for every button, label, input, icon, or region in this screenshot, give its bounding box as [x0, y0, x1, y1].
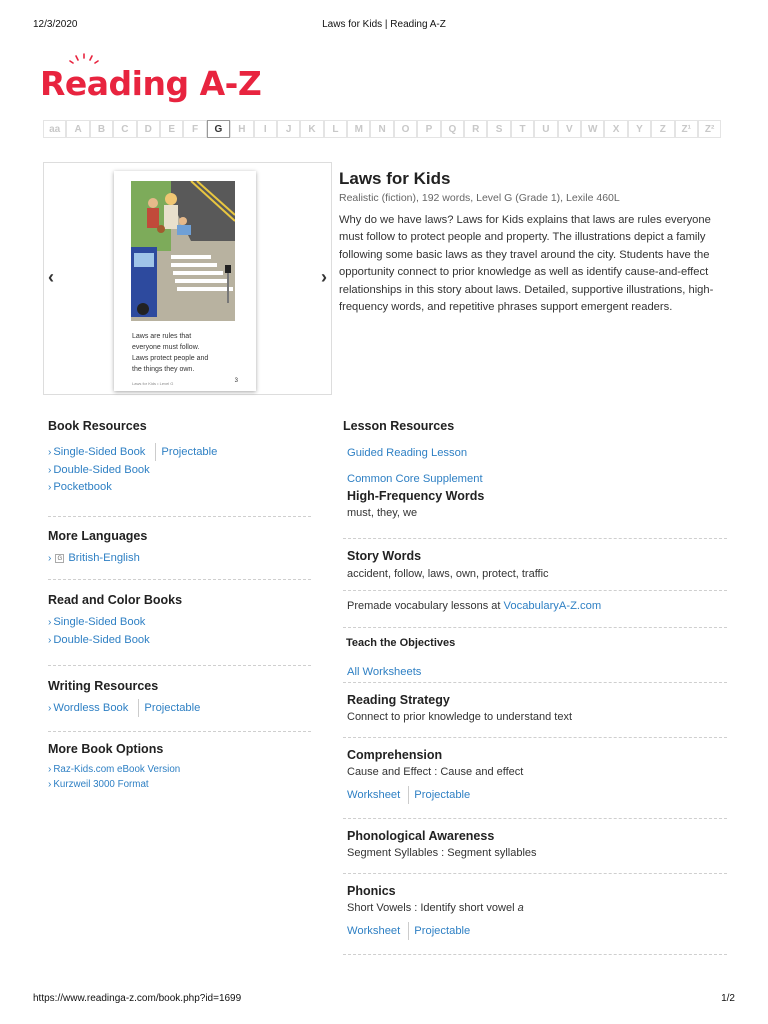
phonics-worksheet-link[interactable]: Worksheet [347, 925, 401, 937]
level-button-z[interactable]: Z [651, 120, 674, 138]
level-button-t[interactable]: T [511, 120, 534, 138]
phonics-projectable-link[interactable]: Projectable [414, 925, 471, 937]
page-text-line: the things they own. [132, 366, 195, 373]
phonics-text-main: Short Vowels : Identify short vowel [347, 902, 518, 914]
story-words-text: accident, follow, laws, own, protect, traffic [347, 568, 549, 580]
level-button-n[interactable]: N [370, 120, 393, 138]
chevron-right-icon: › [48, 446, 52, 458]
left-column [48, 418, 311, 802]
level-button-f[interactable]: F [183, 120, 206, 138]
single-sided-book-link[interactable]: Single-Sided Book [53, 446, 146, 458]
divider [138, 699, 139, 717]
level-button-c[interactable]: C [113, 120, 136, 138]
teach-objectives-section [343, 628, 727, 683]
level-button-a[interactable]: A [66, 120, 89, 138]
chevron-right-icon: › [48, 779, 52, 790]
level-button-v[interactable]: V [558, 120, 581, 138]
phonological-section [343, 819, 727, 874]
book-page-text [132, 331, 232, 375]
section-heading: Phonological Awareness [347, 829, 495, 843]
chevron-right-icon: › [48, 616, 52, 628]
section-heading: More Languages [48, 529, 148, 543]
book-meta: Realistic (fiction), 192 words, Level G (Grade 1), Lexile 460L [339, 192, 620, 204]
british-english-link[interactable]: British-English [68, 552, 140, 564]
read-color-section [48, 580, 311, 666]
chevron-right-icon: › [48, 702, 52, 714]
chevron-right-icon: › [48, 634, 52, 646]
level-button-x[interactable]: X [604, 120, 627, 138]
book-page-preview [114, 171, 256, 391]
level-button-p[interactable]: P [417, 120, 440, 138]
level-button-r[interactable]: R [464, 120, 487, 138]
section-heading: More Book Options [48, 742, 164, 756]
level-button-z¹[interactable]: Z¹ [675, 120, 698, 138]
section-heading: Reading Strategy [347, 693, 450, 707]
read-color-double-row [48, 634, 311, 646]
level-button-w[interactable]: W [581, 120, 604, 138]
section-heading: Read and Color Books [48, 593, 183, 607]
level-button-z²[interactable]: Z² [698, 120, 721, 138]
vocab-line [347, 591, 727, 612]
comprehension-projectable-link[interactable]: Projectable [414, 789, 471, 801]
divider [408, 922, 409, 940]
more-book-options-section [48, 732, 311, 802]
level-button-e[interactable]: E [160, 120, 183, 138]
comprehension-section [343, 738, 727, 819]
chevron-right-icon: › [48, 464, 52, 476]
level-button-g[interactable]: G [207, 120, 230, 138]
section-heading: Comprehension [347, 748, 443, 762]
level-button-h[interactable]: H [230, 120, 253, 138]
comprehension-links-row [347, 786, 727, 804]
phonics-section [343, 874, 727, 955]
level-button-s[interactable]: S [487, 120, 510, 138]
right-column [343, 418, 727, 955]
level-button-aa[interactable]: aa [43, 120, 66, 138]
all-worksheets-row [346, 662, 727, 680]
guided-reading-lesson-link[interactable]: Guided Reading Lesson [347, 447, 468, 459]
level-button-m[interactable]: M [347, 120, 370, 138]
section-heading: Teach the Objectives [346, 637, 456, 649]
page-text-line: Laws are rules that [132, 333, 192, 340]
page-footer: Laws for Kids • Level G [132, 381, 174, 386]
section-heading: Phonics [347, 884, 396, 898]
hfw-section [343, 487, 727, 539]
previous-page-arrow-icon[interactable]: ‹ [48, 267, 54, 287]
kurzweil-format-link[interactable]: Kurzweil 3000 Format [53, 779, 149, 790]
next-page-arrow-icon[interactable]: › [321, 267, 327, 287]
book-info [339, 169, 729, 316]
print-title: Laws for Kids | Reading A-Z [322, 19, 446, 30]
section-heading: High-Frequency Words [347, 489, 485, 503]
color-single-sided-link[interactable]: Single-Sided Book [53, 616, 146, 628]
projectable-link[interactable]: Projectable [161, 446, 218, 458]
divider [408, 786, 409, 804]
phonics-text-italic: a [517, 902, 524, 914]
common-core-supplement-link[interactable]: Common Core Supplement [347, 473, 483, 485]
common-core-row [343, 469, 727, 487]
book-resources-row [48, 443, 311, 461]
razkids-ebook-link[interactable]: Raz-Kids.com eBook Version [53, 764, 181, 775]
level-button-i[interactable]: I [254, 120, 277, 138]
writing-projectable-link[interactable]: Projectable [144, 702, 201, 714]
level-button-k[interactable]: K [300, 120, 323, 138]
guided-reading-row [343, 443, 727, 461]
lesson-resources-section [343, 418, 727, 487]
page-number: 3 [234, 378, 238, 384]
level-button-j[interactable]: J [277, 120, 300, 138]
print-page-number: 1/2 [721, 993, 735, 1004]
vocabulary-section [343, 591, 727, 628]
print-date: 12/3/2020 [33, 19, 78, 30]
section-heading: Story Words [347, 549, 422, 563]
section-heading: Lesson Resources [343, 419, 455, 433]
strategy-text: Connect to prior knowledge to understand text [347, 711, 573, 723]
pocketbook-row [48, 481, 311, 493]
level-button-d[interactable]: D [137, 120, 160, 138]
level-badge: G [55, 554, 64, 563]
chevron-right-icon: › [48, 764, 52, 775]
page-text-line: everyone must follow. [132, 344, 200, 351]
comprehension-worksheet-link[interactable]: Worksheet [347, 789, 401, 801]
color-double-sided-link[interactable]: Double-Sided Book [53, 634, 150, 646]
book-illustration [131, 181, 235, 321]
kurzweil-row [48, 779, 311, 790]
level-selector [43, 120, 721, 138]
language-row [48, 552, 311, 564]
hfw-text: must, they, we [347, 507, 418, 519]
razkids-row [48, 764, 311, 775]
pocketbook-link[interactable]: Pocketbook [53, 481, 112, 493]
phonics-text [347, 902, 727, 914]
book-description: Why do we have laws? Laws for Kids explains that laws are rules everyone must follow to protect people and property. The illustrations depict a family following some basic laws as they travel around the city. Students have the opportunity connect to prior knowledge as well as identify cause-and-effect relationships in this story about laws. Detailed, supportive illustrations, high-frequency words, and repetitive phrases support emergent readers. [339, 214, 714, 314]
all-worksheets-link[interactable]: All Worksheets [347, 666, 422, 678]
phonological-text: Segment Syllables : Segment syllables [347, 847, 537, 859]
level-button-q[interactable]: Q [441, 120, 464, 138]
vocabularyaz-link[interactable]: VocabularyA-Z.com [503, 600, 602, 612]
story-words-section [343, 539, 727, 591]
page-text-line: Laws protect people and [132, 355, 209, 362]
level-button-o[interactable]: O [394, 120, 417, 138]
phonics-links-row [347, 922, 727, 940]
chevron-right-icon: › [48, 481, 52, 493]
vocab-prefix: Premade vocabulary lessons at [347, 600, 504, 612]
section-heading: Book Resources [48, 419, 147, 433]
more-languages-section [48, 517, 311, 580]
level-button-u[interactable]: U [534, 120, 557, 138]
comprehension-text: Cause and Effect : Cause and effect [347, 766, 524, 778]
book-title: Laws for Kids [339, 169, 451, 188]
book-preview [43, 162, 332, 395]
writing-row [48, 699, 311, 717]
double-sided-book-link[interactable]: Double-Sided Book [53, 464, 150, 476]
double-sided-row [48, 464, 311, 476]
divider [155, 443, 156, 461]
wordless-book-link[interactable]: Wordless Book [53, 702, 129, 714]
logo-text: Reading A-Z [40, 64, 262, 103]
section-heading: Writing Resources [48, 679, 159, 693]
print-url: https://www.readinga-z.com/book.php?id=1699 [33, 993, 242, 1004]
reading-strategy-section [343, 683, 727, 738]
level-button-y[interactable]: Y [628, 120, 651, 138]
level-button-b[interactable]: B [90, 120, 113, 138]
book-resources-section [48, 418, 311, 517]
read-color-single-row [48, 616, 311, 628]
writing-resources-section [48, 666, 311, 732]
level-button-l[interactable]: L [324, 120, 347, 138]
chevron-right-icon: › [48, 552, 52, 564]
